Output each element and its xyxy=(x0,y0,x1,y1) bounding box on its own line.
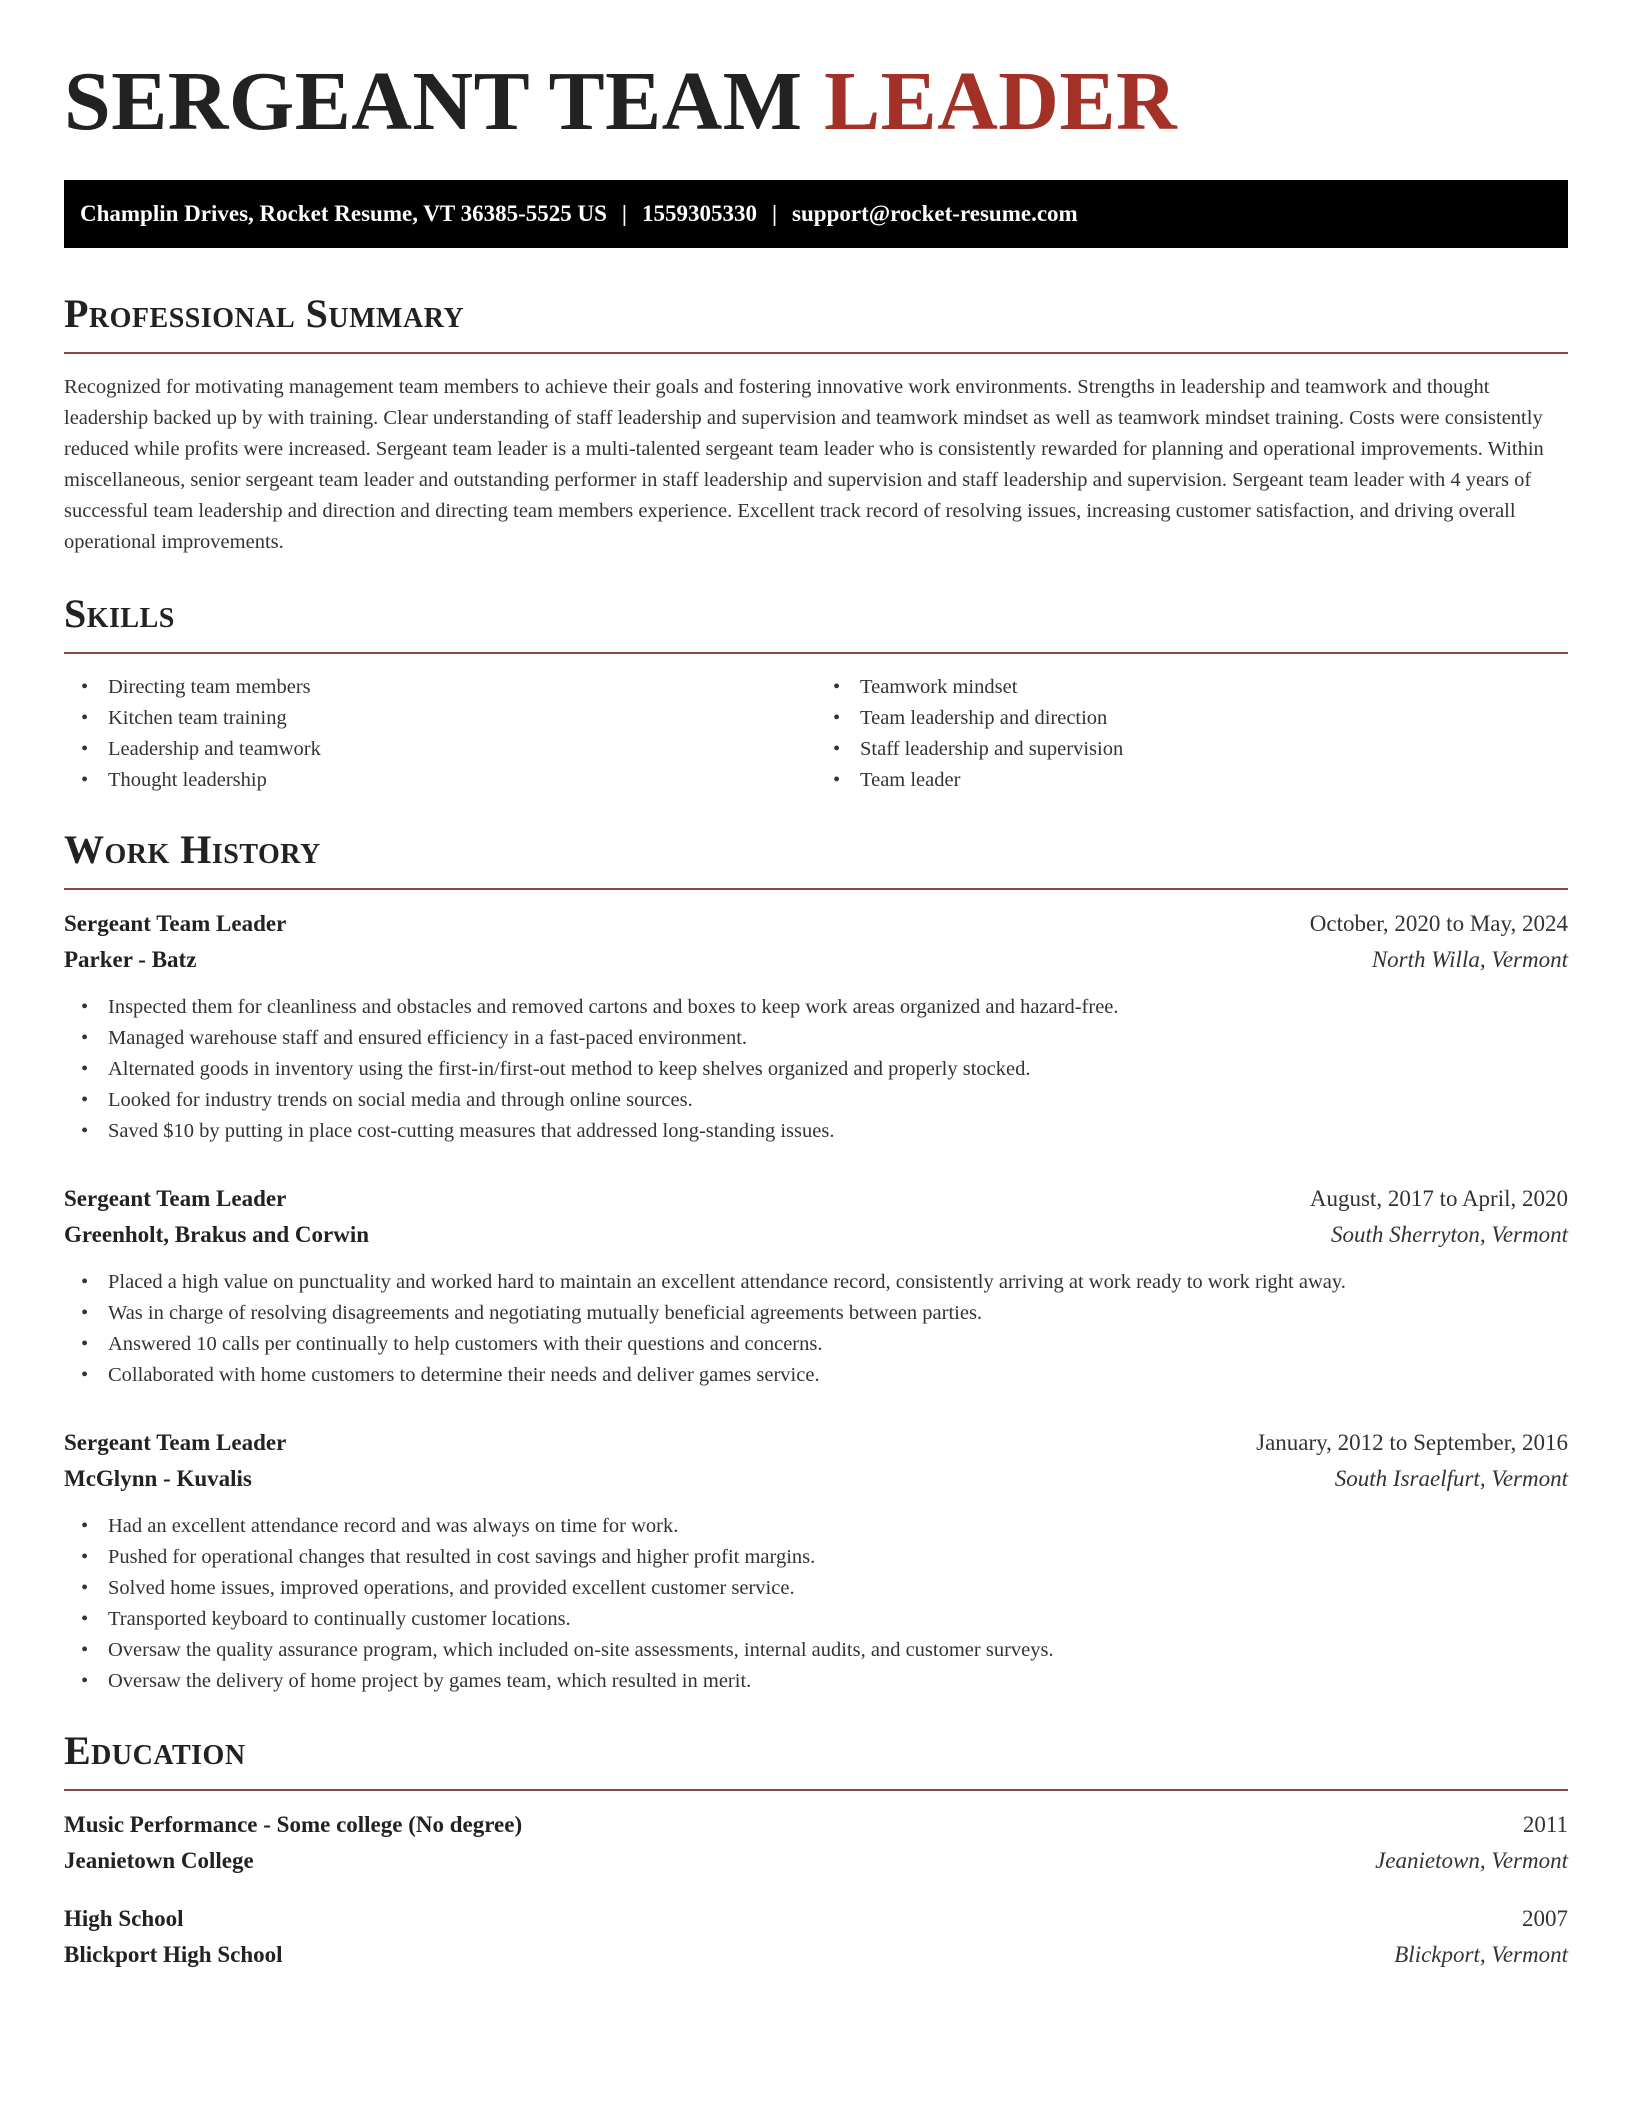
summary-text: Recognized for motivating management team members to achieve their goals and fostering innovative work environments. Strengths in leadership and teamwork and thought leadership backed up by with training. Clear understanding of staff leadership and supervision and teamwork mindset as well as teamwork mindset training. Costs were consistently reduced while profits were increased. Sergeant team leader is a multi-talented sergeant team leader who is consistently rewarded for planning and operational improvements. Within miscellaneous, senior sergeant team leader and outstanding performer in staff leadership and supervision and staff leadership and supervision. Sergeant team leader with 4 years of successful team leadership and direction and directing team members experience. Excellent track record of resolving issues, increasing customer satisfaction, and driving overall operational improvements. xyxy=(64,376,1544,554)
job-bullet: • Inspected them for cleanliness and obstacles and removed cartons and boxes to keep work areas organized and hazard-free. xyxy=(64,992,1568,1023)
skill-item: • Leadership and teamwork xyxy=(64,734,816,765)
name-first: SERGEANT TEAM xyxy=(64,55,803,148)
job-entry xyxy=(64,1425,1568,1697)
job-bullet: • Answered 10 calls per continually to help customers with their questions and concerns. xyxy=(64,1329,1568,1360)
job-title: Sergeant Team Leader xyxy=(64,1186,287,1212)
job-bullet: • Placed a high value on punctuality and worked hard to maintain an excellent attendance record, consistently arriving at work ready to work right away. xyxy=(64,1267,1568,1298)
job-bullet: • Pushed for operational changes that resulted in cost savings and higher profit margins. xyxy=(64,1542,1568,1573)
education-school-row xyxy=(64,1937,1568,1973)
job-bullet: • Oversaw the delivery of home project by games team, which resulted in merit. xyxy=(64,1666,1568,1697)
section-title-education: Education xyxy=(64,1728,246,1774)
skill-item: • Staff leadership and supervision xyxy=(816,734,1568,765)
job-bullet: • Was in charge of resolving disagreements and negotiating mutually beneficial agreements between parties. xyxy=(64,1298,1568,1329)
skills-section xyxy=(64,592,1568,796)
section-divider xyxy=(64,652,1568,654)
skill-item: • Team leader xyxy=(816,765,1568,796)
job-company-row xyxy=(64,1217,1568,1253)
job-bullet: • Oversaw the quality assurance program, which included on-site assessments, internal audits, and customer surveys. xyxy=(64,1635,1568,1666)
job-bullet: • Had an excellent attendance record and was always on time for work. xyxy=(64,1511,1568,1542)
job-location: South Sherryton, Vermont xyxy=(1330,1222,1568,1248)
section-divider xyxy=(64,888,1568,890)
job-bullet: • Transported keyboard to continually customer locations. xyxy=(64,1604,1568,1635)
job-company: McGlynn - Kuvalis xyxy=(64,1466,252,1492)
education-school: Blickport High School xyxy=(64,1942,283,1968)
job-company: Greenholt, Brakus and Corwin xyxy=(64,1222,370,1248)
education-location: Jeanietown, Vermont xyxy=(1375,1848,1568,1874)
job-company-row xyxy=(64,1461,1568,1497)
job-dates: October, 2020 to May, 2024 xyxy=(1309,911,1568,937)
skill-item: • Kitchen team training xyxy=(64,703,816,734)
job-bullet: • Looked for industry trends on social media and through online sources. xyxy=(64,1085,1568,1116)
contact-separator: | xyxy=(621,201,627,227)
work-history-section xyxy=(64,828,1568,1697)
education-school-row xyxy=(64,1843,1568,1879)
education-degree: Music Performance - Some college (No degree) xyxy=(64,1812,523,1838)
job-title: Sergeant Team Leader xyxy=(64,911,287,937)
job-company: Parker - Batz xyxy=(64,947,197,973)
job-bullets xyxy=(64,992,1568,1147)
contact-email[interactable]: support@rocket-resume.com xyxy=(792,201,1078,227)
job-bullet: • Collaborated with home customers to determine their needs and deliver games service. xyxy=(64,1360,1568,1391)
education-header-row xyxy=(64,1807,1568,1843)
contact-address: Champlin Drives, Rocket Resume, VT 36385-5525 US xyxy=(80,201,607,227)
skill-item: • Directing team members xyxy=(64,672,816,703)
job-entry xyxy=(64,906,1568,1147)
skills-list xyxy=(64,672,1568,796)
education-location: Blickport, Vermont xyxy=(1394,1942,1568,1968)
education-section xyxy=(64,1729,1568,1973)
job-bullet: • Alternated goods in inventory using the first-in/first-out method to keep shelves organized and properly stocked. xyxy=(64,1054,1568,1085)
job-header-row xyxy=(64,1425,1568,1461)
resume-name xyxy=(64,0,1568,148)
job-bullets xyxy=(64,1267,1568,1391)
education-header-row xyxy=(64,1901,1568,1937)
job-dates: January, 2012 to September, 2016 xyxy=(1256,1430,1568,1456)
section-divider xyxy=(64,352,1568,354)
skill-item: • Team leadership and direction xyxy=(816,703,1568,734)
education-entry xyxy=(64,1807,1568,1879)
job-location: South Israelfurt, Vermont xyxy=(1334,1466,1568,1492)
section-title-work-history: Work History xyxy=(64,827,321,873)
summary-section xyxy=(64,292,1568,558)
job-bullet: • Managed warehouse staff and ensured efficiency in a fast-paced environment. xyxy=(64,1023,1568,1054)
job-header-row xyxy=(64,1181,1568,1217)
section-divider xyxy=(64,1789,1568,1791)
skills-column-right xyxy=(816,672,1568,796)
contact-phone: 1559305330 xyxy=(641,201,757,227)
job-bullet: • Solved home issues, improved operations, and provided excellent customer service. xyxy=(64,1573,1568,1604)
contact-separator: | xyxy=(771,201,778,227)
job-company-row xyxy=(64,942,1568,978)
skills-column-left xyxy=(64,672,816,796)
section-title-skills: Skills xyxy=(64,591,175,637)
education-school: Jeanietown College xyxy=(64,1848,254,1874)
job-title: Sergeant Team Leader xyxy=(64,1430,287,1456)
skill-item: • Teamwork mindset xyxy=(816,672,1568,703)
name-last: LEADER xyxy=(824,55,1178,148)
education-degree: High School xyxy=(64,1906,184,1932)
job-entry xyxy=(64,1181,1568,1391)
job-dates: August, 2017 to April, 2020 xyxy=(1309,1186,1568,1212)
job-bullet: • Saved $10 by putting in place cost-cutting measures that addressed long-standing issues. xyxy=(64,1116,1568,1147)
education-year: 2011 xyxy=(1522,1812,1568,1838)
education-year: 2007 xyxy=(1522,1906,1568,1932)
job-bullets xyxy=(64,1511,1568,1697)
job-header-row xyxy=(64,906,1568,942)
contact-bar xyxy=(64,180,1568,248)
education-entry xyxy=(64,1901,1568,1973)
section-title-summary: Professional Summary xyxy=(64,291,465,337)
job-location: North Willa, Vermont xyxy=(1371,947,1568,973)
skill-item: • Thought leadership xyxy=(64,765,816,796)
